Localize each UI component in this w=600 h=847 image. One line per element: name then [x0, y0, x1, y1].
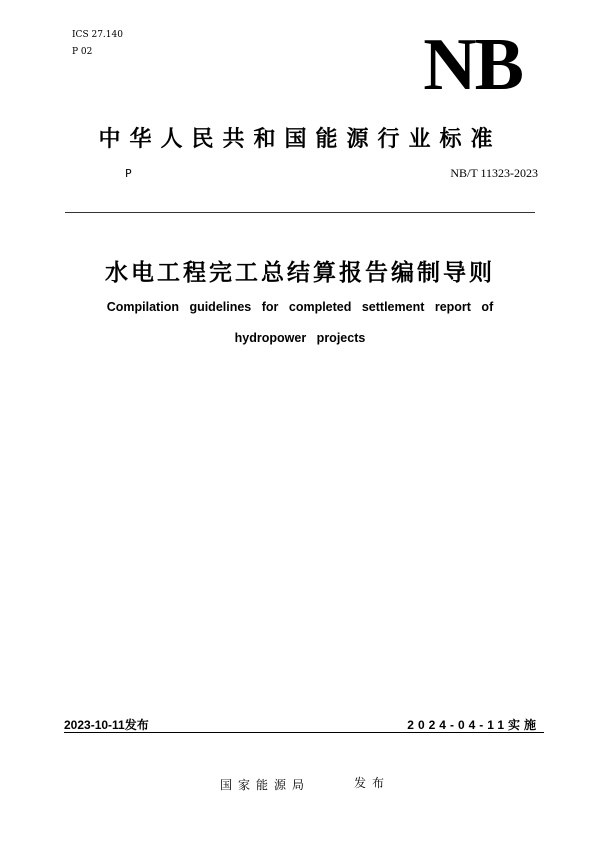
nb-logo: NB	[423, 24, 522, 106]
standard-code: NB/T 11323-2023	[450, 166, 538, 180]
category-code: P	[125, 167, 132, 180]
implement-date: 2024-04-11实施	[407, 718, 540, 732]
title-english-line1: Compilation guidelines for completed settlement report of	[106, 300, 494, 314]
p-code: P 02	[72, 47, 93, 57]
issue-date: 2023-10-11发布	[64, 718, 149, 732]
bottom-divider	[64, 732, 544, 733]
publish-label: 发布	[354, 776, 391, 790]
title-english-line2: hydropower projects	[234, 331, 366, 345]
top-divider	[65, 212, 535, 213]
title-chinese: 水电工程完工总结算报告编制导则	[105, 260, 495, 286]
standard-name: 中华人民共和国能源行业标准	[98, 127, 502, 152]
publisher: 国家能源局	[220, 778, 311, 792]
ics-code: ICS 27.140	[72, 30, 123, 40]
